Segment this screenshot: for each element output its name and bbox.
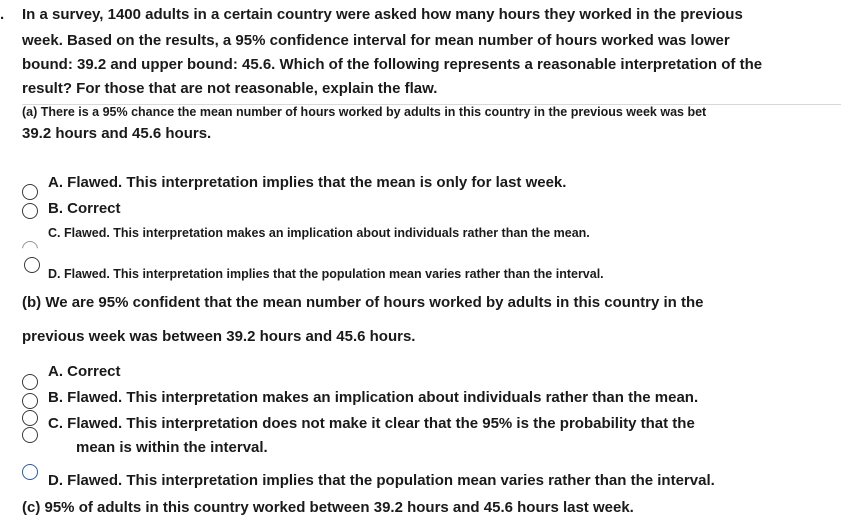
part-b-option-c-radio[interactable] [22, 410, 38, 426]
question-number: . [0, 6, 5, 23]
part-a-option-b-radio[interactable] [22, 203, 38, 219]
part-b-option-d-radio[interactable] [22, 464, 38, 480]
part-b-option-c2-radio[interactable] [22, 427, 38, 443]
part-a-statement-line-2: 39.2 hours and 45.6 hours. [22, 125, 212, 142]
part-a-option-d-radio[interactable] [24, 257, 40, 273]
part-b-option-a-radio[interactable] [22, 374, 38, 390]
part-a-option-d-label[interactable]: D. Flawed. This interpretation implies that the population mean varies rather than the interval. [48, 267, 604, 281]
part-b-statement-line-1: (b) We are 95% confident that the mean number of hours worked by adults in this country in the [22, 294, 704, 311]
part-b-option-a-label[interactable]: A. Correct [48, 363, 121, 380]
part-b-option-c-label-line-2[interactable]: mean is within the interval. [76, 439, 268, 456]
part-a-option-a-label[interactable]: A. Flawed. This interpretation implies that the mean is only for last week. [48, 174, 567, 191]
part-a-option-b-label[interactable]: B. Correct [48, 200, 121, 217]
question-text-line-4: result? For those that are not reasonable, explain the flaw. [22, 80, 438, 97]
part-b-option-b-label[interactable]: B. Flawed. This interpretation makes an implication about individuals rather than the mean. [48, 389, 699, 406]
part-b-option-d-label[interactable]: D. Flawed. This interpretation implies that the population mean varies rather than the interval. [48, 472, 715, 489]
part-a-statement-line-1: (a) There is a 95% chance the mean number of hours worked by adults in this country in the previous week was bet [22, 105, 707, 119]
part-c-statement: (c) 95% of adults in this country worked between 39.2 hours and 45.6 hours last week. [22, 499, 634, 516]
question-text-line-2: week. Based on the results, a 95% confidence interval for mean number of hours worked was lower [22, 32, 730, 49]
question-text-line-3: bound: 39.2 and upper bound: 45.6. Which of the following represents a reasonable interpretation of the [22, 56, 763, 73]
part-b-option-b-radio[interactable] [22, 393, 38, 409]
part-a-option-c-radio[interactable] [22, 241, 38, 257]
part-b-option-c-label[interactable]: C. Flawed. This interpretation does not make it clear that the 95% is the probability that the [48, 415, 695, 432]
part-b-statement-line-2: previous week was between 39.2 hours and 45.6 hours. [22, 328, 416, 345]
part-a-option-a-radio[interactable] [22, 184, 38, 200]
question-text-line-1: In a survey, 1400 adults in a certain country were asked how many hours they worked in the previous [22, 6, 743, 23]
part-a-option-c-label[interactable]: C. Flawed. This interpretation makes an implication about individuals rather than the mean. [48, 226, 590, 240]
